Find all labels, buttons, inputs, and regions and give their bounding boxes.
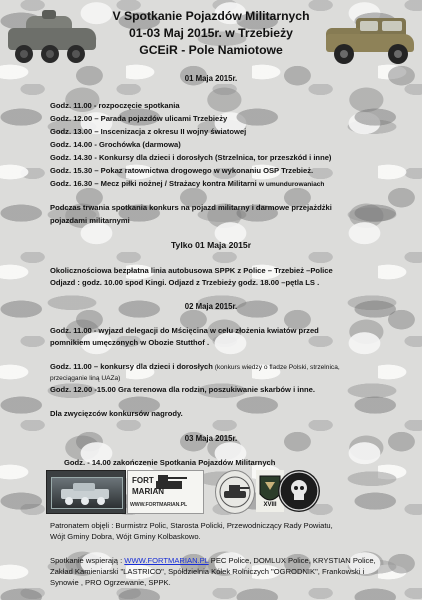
sponsors-text-cont: Zakład Kamieniarski "LASTRICO", Spółdzielnia Kółek Rolniczych "OGRODNIK", Frankowski i xyxy=(50,567,365,576)
delegation-item-cont: pomnikiem umęczonych w Obozie Stutthof . xyxy=(50,338,210,347)
vehicle-silhouette-icon xyxy=(47,471,125,513)
only-day1-heading: Tylko 01 Maja 2015r xyxy=(170,240,252,250)
badge-number: XVIII xyxy=(263,502,277,508)
contest-note-cont: pojazdami militarnymi xyxy=(50,216,130,225)
contests-item-note-cont: przeciąganie liną UAZa) xyxy=(50,375,121,382)
vehicle-photo-logo xyxy=(46,470,126,514)
schedule-item-text: Godz. 16.30 – Mecz piłki nożnej / Strażacy kontra Militarni xyxy=(50,179,259,188)
skull-emblem-logo xyxy=(278,470,320,512)
sponsors-text-end: Synowie , PRO Ogrzewanie, SPPK. xyxy=(50,578,171,587)
schedule-item: Godz. 13.00 – Inscenizacja z okresu II wojny światowej xyxy=(50,127,247,136)
contests-item-text: Godz. 11.00 – konkursy dla dzieci i dorosłych xyxy=(50,362,213,371)
bus-departure: Odjazd : godz. 10.00 spod Kingi. Odjazd z Trzebieży godz. 18.00 –pętla LS . xyxy=(50,278,320,287)
prizes-note: Dla zwycięzców konkursów nagrody. xyxy=(50,409,183,418)
day3-heading: 03 Maja 2015r. xyxy=(184,434,238,443)
contests-item xyxy=(50,362,340,372)
sponsors-list: PEC Police, DOMLUX Police, KRYSTIAN Police, xyxy=(208,556,376,565)
fort-logo-url: WWW.FORTMARIAN.PL xyxy=(130,502,188,508)
schedule-item: Godz. 12.00 – Parada pojazdów ulicami Trzebieży xyxy=(50,114,228,123)
patronage-text-cont: Wójt Gminy Dobra, Wójt Gminy Kolbaskowo. xyxy=(50,532,201,541)
tank-emblem-logo xyxy=(215,470,255,514)
event-title: V Spotkanie Pojazdów Militarnych xyxy=(112,9,310,23)
event-venue: GCEiR - Pole Namiotowe xyxy=(139,43,283,57)
fortmarian-logo xyxy=(127,470,204,514)
field-game-item: Godz. 12.00 -15.00 Gra terenowa dla rodzin, poszukiwanie skarbów i inne. xyxy=(50,385,316,394)
day1-heading: 01 Maja 2015r. xyxy=(184,74,238,83)
event-dates: 01-03 Maj 2015r. w Trzebieży xyxy=(129,26,293,40)
schedule-item: Godz. 15.30 – Pokaz ratownictwa drogowego w wykonaniu OSP Trzebież. xyxy=(50,166,314,175)
fortmarian-link[interactable]: WWW.FORTMARIAN.PL xyxy=(124,556,209,565)
bus-info: Okolicznościowa bezpłatna linia autobusowa SPPK z Police – Trzebież –Police xyxy=(50,266,333,275)
tank-emblem-icon xyxy=(216,471,254,513)
skull-icon xyxy=(278,470,320,512)
patronage-text: Patronatem objęli : Burmistrz Polic, Starosta Policki, Przewodniczący Rady Powiatu, xyxy=(50,521,333,530)
schedule-item xyxy=(50,179,324,189)
contests-item-note: (konkurs wiedzy o fladze Polski, strzelnica, xyxy=(212,364,340,371)
delegation-item: Godz. 11.00 - wyjazd delegacji do Mścięcina w celu złożenia kwiatów przed xyxy=(50,326,319,335)
schedule-item: Godz. 11.00 - rozpoczęcie spotkania xyxy=(50,101,180,110)
contest-note: Podczas trwania spotkania konkurs na pojazd militarny i darmowe przejażdżki xyxy=(50,203,332,212)
sponsors-prefix: Spotkanie wspierają : xyxy=(50,556,125,565)
closing-item: Godz. - 14.00 zakończenie Spotkania Pojazdów Militarnych xyxy=(64,458,276,467)
sponsors-text xyxy=(50,556,376,565)
schedule-item: Godz. 14.30 - Konkursy dla dzieci i dorosłych (Strzelnica, tor przeszkód i inne) xyxy=(50,153,332,162)
schedule-item-note: w umundurowaniach xyxy=(258,181,325,188)
schedule-item: Godz. 14.00 - Grochówka (darmowa) xyxy=(50,140,181,149)
fort-logo-text-top: FORT xyxy=(132,476,154,485)
fort-logo-text-bottom: MARIAN xyxy=(132,487,164,496)
day2-heading: 02 Maja 2015r. xyxy=(184,302,238,311)
